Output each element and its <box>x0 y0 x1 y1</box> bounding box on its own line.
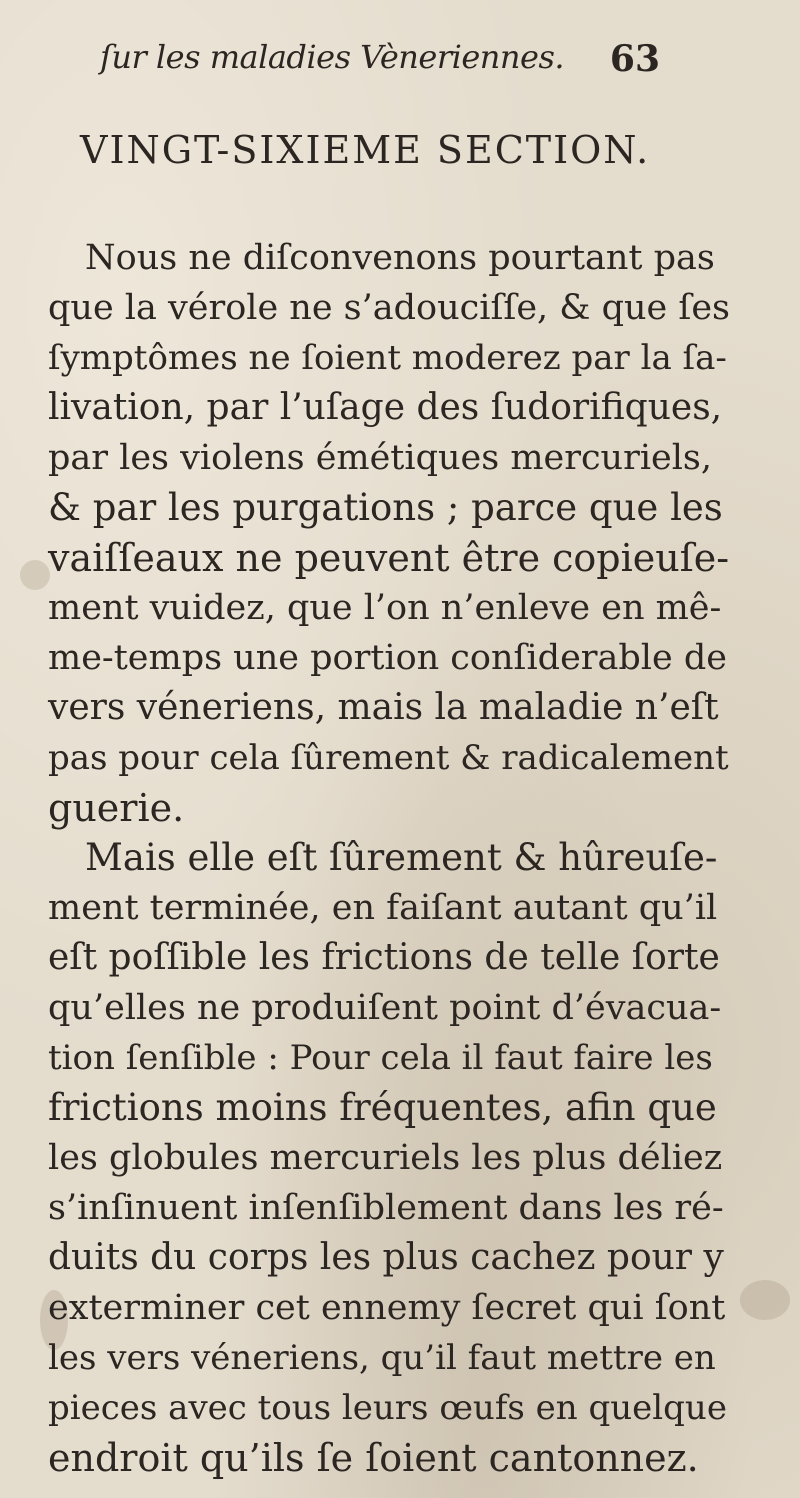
text-line: endroit qu’ils ſe ſoient cantonnez. <box>48 1436 699 1480</box>
text-line: par les violens émétiques mercuriels, <box>48 438 713 478</box>
text-line: s’inſinuent inſenſiblement dans les ré- <box>48 1188 724 1228</box>
text-line: & par les purgations ; parce que les <box>48 486 723 529</box>
text-line: Nous ne diſconvenons pourtant pas <box>85 238 715 278</box>
text-line: frictions moins fréquentes, afin que <box>48 1086 717 1129</box>
text-line: ſymptômes ne ſoient moderez par la ſa- <box>48 338 727 378</box>
page-number: 63 <box>609 38 660 80</box>
running-head <box>100 38 660 98</box>
text-line: exterminer cet ennemy ſecret qui ſont <box>48 1288 726 1328</box>
paper-stain <box>740 1280 790 1320</box>
text-line: vers véneriens, mais la maladie n’eſt <box>48 687 719 728</box>
text-line: guerie. <box>48 786 185 830</box>
text-line: vaiſſeaux ne peuvent être copieuſe- <box>48 536 730 580</box>
text-line: livation, par l’uſage des ſudorifiques, <box>48 387 723 428</box>
text-line: les vers véneriens, qu’il faut mettre en <box>48 1338 716 1378</box>
section-heading: VINGT-SIXIEME SECTION. <box>80 128 651 172</box>
text-line: duits du corps les plus cachez pour y <box>48 1237 724 1278</box>
text-line: me-temps une portion conſiderable de <box>48 638 727 678</box>
text-line: ment vuidez, que l’on n’enleve en mê- <box>48 588 722 628</box>
text-line: que la vérole ne s’adouciſſe, & que ſes <box>48 288 731 328</box>
text-line: ment terminée, en faiſant autant qu’il <box>48 888 718 928</box>
text-line: Mais elle eſt ſûrement & hûreuſe- <box>85 836 718 879</box>
paper-stain <box>20 560 50 590</box>
text-line: qu’elles ne produiſent point d’évacua- <box>48 988 722 1028</box>
running-title: ſur les maladies Vèneriennes. <box>100 38 565 76</box>
text-line: les globules mercuriels les plus déliez <box>48 1138 723 1178</box>
text-line: pieces avec tous leurs œufs en quelque <box>48 1388 727 1428</box>
text-line: tion ſenſible : Pour cela il faut faire les <box>48 1038 713 1078</box>
text-line: eſt poſſible les frictions de telle ſorte <box>48 937 720 978</box>
text-line: pas pour cela ſûrement & radicalement <box>48 738 729 778</box>
